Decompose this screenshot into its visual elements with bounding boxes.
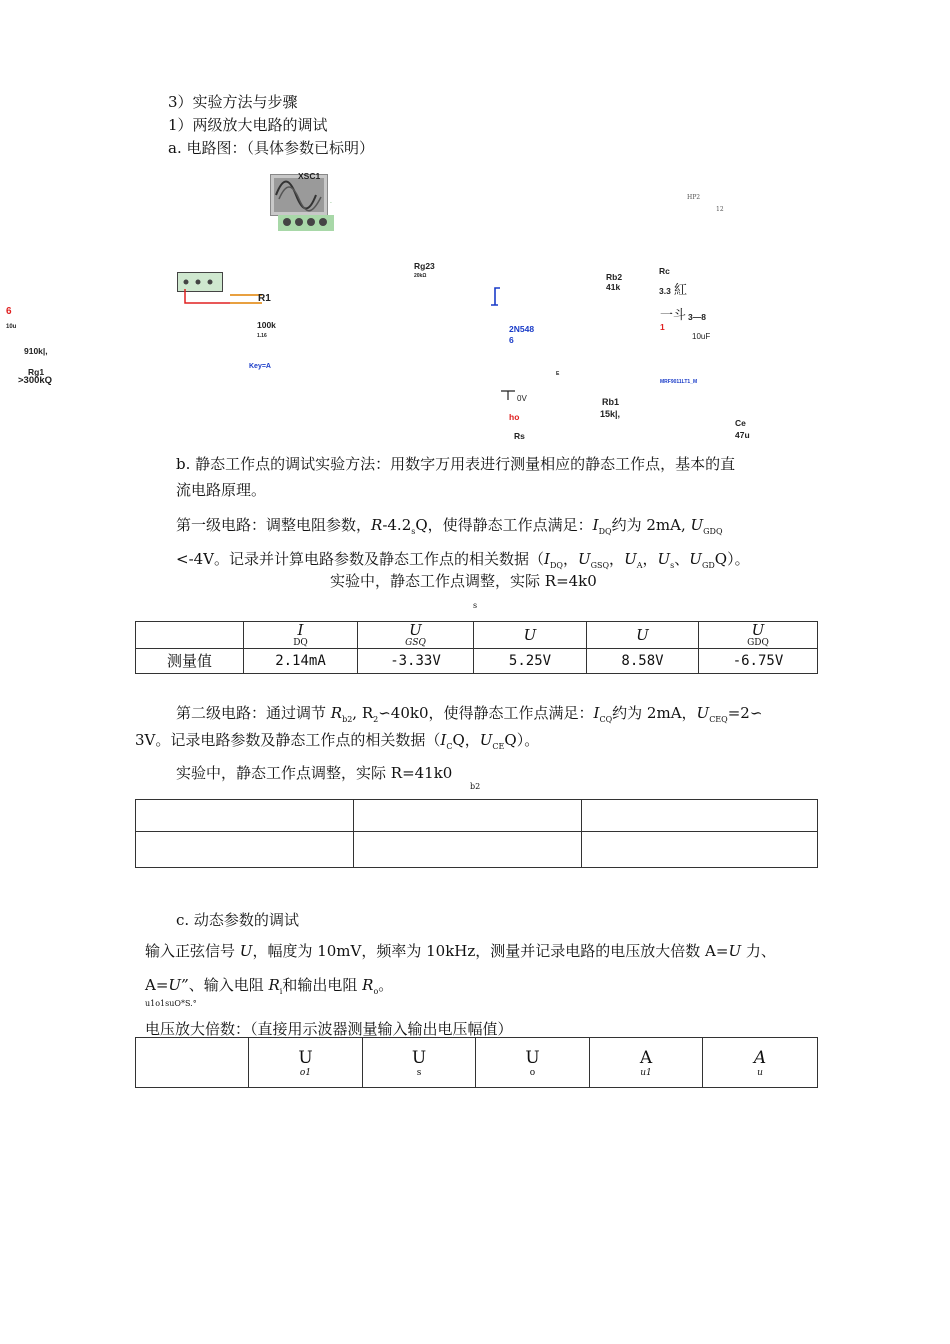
- header-cell-idq: I DQ: [244, 622, 358, 649]
- dyn-line1-end: 力、: [741, 942, 776, 960]
- red-one-label: 1: [660, 322, 665, 332]
- dyn-line2-end: 。: [378, 976, 394, 994]
- header-cell-au: A u: [703, 1038, 818, 1088]
- r1-value: 100k: [257, 320, 276, 330]
- record-start: <-4V。记录并计算电路参数及静态工作点的相关数据（: [176, 550, 545, 568]
- tiny-label-b: 12: [716, 206, 724, 213]
- stage1-pre: 第一级电路：调整电阻参数，: [176, 516, 372, 534]
- gain-table: [135, 1037, 818, 1088]
- stage2-u: U: [696, 704, 710, 722]
- header-cell-us: U s: [363, 1038, 476, 1088]
- stage2-i: I: [593, 704, 600, 722]
- circuit-diagram: [0, 165, 950, 445]
- table-row: [136, 832, 818, 868]
- static-table-stage2: [135, 799, 818, 868]
- steps-sub1: 1）两级放大电路的调试: [168, 116, 328, 134]
- stage2-line1: [176, 703, 762, 730]
- table-header-row: [136, 622, 818, 649]
- r910-label: 910k|,: [24, 346, 48, 356]
- capacitor-label: 10uF: [692, 332, 711, 341]
- rs-label: Rs: [514, 431, 525, 441]
- rec-u4: U: [689, 550, 702, 568]
- rc-num: 3—8: [688, 312, 706, 322]
- rec-u2: U: [624, 550, 637, 568]
- dyn-line2-r2: R: [362, 976, 374, 994]
- transistor-label-b: 6: [509, 335, 514, 345]
- e-label: E: [556, 371, 560, 377]
- value-idq: 2.14mA: [244, 649, 358, 674]
- rec-i: I: [544, 550, 550, 568]
- static-table-stage1: [135, 621, 818, 674]
- stage2-mid: , R: [352, 704, 374, 722]
- stage2-line2-start: 3V。记录电路参数及静态工作点的相关数据（: [135, 731, 441, 749]
- table-cell: [582, 800, 818, 832]
- stage2-end: =2∽: [727, 704, 763, 722]
- value-ugdq: -6.75V: [699, 649, 818, 674]
- transistor-label: 2N548: [509, 324, 535, 334]
- stage2-midsub: 2: [373, 715, 379, 724]
- dyn-line2-pre: A=: [145, 976, 169, 994]
- stage2-r: R: [330, 704, 343, 722]
- dyn-line2-r2sub: o: [373, 987, 379, 996]
- value-u-s: 8.58V: [587, 649, 699, 674]
- rb1-label: Rb1: [602, 397, 620, 407]
- stage2-u2sub: CE: [492, 742, 505, 751]
- rec-u2sub: A: [636, 561, 643, 570]
- table-header-row: [136, 1038, 818, 1088]
- static-method-line1: b. 静态工作点的调试实验方法：用数字万用表进行测量相应的静态工作点，基本的直: [176, 455, 736, 473]
- dyn-line2-mid: 、输入电阻: [188, 976, 269, 994]
- rec-u4sub: GD: [701, 561, 715, 570]
- header-cell-uo: U o: [476, 1038, 590, 1088]
- terminal-icon: [278, 215, 334, 231]
- rec-u1sub: GSQ: [590, 561, 610, 570]
- stage2-isub: CQ: [599, 715, 613, 724]
- steps-item-a: a. 电路图：（具体参数已标明）: [168, 139, 374, 157]
- stage1-post: Q，使得静态工作点满足：: [415, 516, 593, 534]
- stage2-i2sub: C: [446, 742, 453, 751]
- table-cell: [354, 800, 582, 832]
- dyn-line1-pre: 输入正弦信号: [145, 942, 240, 960]
- zero-volt-label: 0V: [517, 394, 527, 403]
- stage2-pre: 第二级电路：通过调节: [176, 704, 331, 722]
- r1-label: R1: [258, 293, 271, 304]
- rc-label: Rc: [659, 266, 670, 276]
- rec-isub: DQ: [549, 561, 563, 570]
- ce-label: Ce: [735, 418, 746, 428]
- header-cell-empty: [136, 1038, 249, 1088]
- ground-icon: [500, 389, 516, 401]
- actual-r-line2-sub: b2: [470, 782, 481, 791]
- stage2-line2-end: Q）。: [504, 731, 540, 749]
- actual-r-line1: 实验中，静态工作点调整，实际 R=4k0: [330, 572, 597, 590]
- tiny-label-a: HP2: [687, 194, 701, 201]
- transistor-icon: [490, 287, 504, 309]
- rec-sep3: ，: [642, 550, 658, 568]
- stage1-s: s: [411, 527, 416, 536]
- stage2-rsub: b2: [342, 715, 353, 724]
- dyn-line1-mid: ，幅度为 10mV，频率为 10kHz，测量并记录电路的电压放大倍数 A=: [252, 942, 729, 960]
- stage1-i: I: [592, 516, 599, 534]
- oscilloscope-terminals: [278, 215, 334, 231]
- header-cell-au1: A u1: [590, 1038, 703, 1088]
- header-cell-ugdq: U GDQ: [699, 622, 818, 649]
- stage2-i2: I: [440, 731, 447, 749]
- rec-end: Q）。: [714, 550, 750, 568]
- rg23-value: 20kΩ: [414, 273, 427, 279]
- key-label: Key=A: [249, 363, 271, 370]
- rg1-label: Rg1: [28, 367, 45, 377]
- stage2-mid2: ∽40k0，使得静态工作点满足：: [378, 704, 594, 722]
- value-u-a: 5.25V: [474, 649, 587, 674]
- red-six-sub: 10u: [6, 324, 17, 330]
- stage1-usub: GDQ: [703, 527, 723, 536]
- rec-sep4: 、: [674, 550, 690, 568]
- rc-glyph: 紅: [674, 283, 688, 298]
- rc-value: 3.3: [659, 286, 671, 296]
- rb1-value: 15k|,: [600, 409, 621, 419]
- header-cell-empty: [136, 622, 244, 649]
- rec-sep2: ，: [609, 550, 625, 568]
- stage1-isub: D: [598, 527, 606, 536]
- value-ugsq: -3.33V: [358, 649, 474, 674]
- rec-u3: U: [657, 550, 671, 568]
- table-cell: [582, 832, 818, 868]
- rg1-value: >300kQ: [18, 375, 53, 386]
- dynamic-heading: c. 动态参数的调试: [176, 911, 299, 929]
- dyn-line2-r1: R: [268, 976, 280, 994]
- dynamic-line1: [145, 941, 776, 961]
- header-cell-ugsq: U GSQ: [358, 622, 474, 649]
- sine-wave-icon: [271, 175, 327, 215]
- static-method-line2: 流电路原理。: [176, 481, 267, 499]
- rec-u1: U: [577, 550, 591, 568]
- stage1-u: U: [690, 516, 704, 534]
- stage2-line2: [135, 730, 539, 757]
- rg23-label: Rg23: [414, 261, 435, 271]
- stage1-r: R: [371, 516, 383, 534]
- rec-sep1: ，: [562, 550, 578, 568]
- actual-r-line2: 实验中，静态工作点调整，实际 R=41k0: [176, 764, 453, 782]
- dyn-line1-u: U: [239, 942, 253, 960]
- ce-value: 47u: [735, 430, 750, 440]
- row-label-measured: 测量值: [136, 649, 244, 674]
- dyn-line2-r1sub: i: [279, 987, 283, 996]
- r1-sub: 1.16: [257, 333, 267, 339]
- rb2-value: 41k: [606, 282, 621, 292]
- table-row: [136, 800, 818, 832]
- table-cell: [136, 832, 354, 868]
- header-cell-u: U: [474, 622, 587, 649]
- stage2-mid3: 约为 2mA，: [612, 704, 697, 722]
- dash-glyph: 一斗: [660, 308, 687, 323]
- oscilloscope-label: XSC1: [298, 171, 321, 181]
- dyn-line2-mid2: 和输出电阻: [282, 976, 363, 994]
- header-cell-u2: U: [587, 622, 699, 649]
- stage2-usub: CEQ: [709, 715, 728, 724]
- stage1-isub2: Q: [605, 527, 612, 536]
- stage2-u2: U: [479, 731, 493, 749]
- table-row: [136, 649, 818, 674]
- stage1-end: 约为 2mA,: [611, 516, 691, 534]
- dyn-line2-u: U”: [168, 976, 189, 994]
- actual-r-line1-sub: s: [473, 601, 478, 610]
- dynamic-line2: [145, 975, 393, 1002]
- stage2-line2-mid: Q，: [452, 731, 480, 749]
- table-cell: [354, 832, 582, 868]
- garbled-subscripts: u1o1suO*S.°: [145, 999, 197, 1008]
- stage1-mid: -4.2: [382, 516, 412, 534]
- rb2-label: Rb2: [606, 272, 623, 282]
- dyn-line1-u2: U: [728, 942, 742, 960]
- header-cell-uo1: U o1: [249, 1038, 363, 1088]
- voltage-gain-label: 电压放大倍数：（直接用示波器测量输入输出电压幅值）: [145, 1020, 513, 1038]
- red-six-label: 6: [6, 306, 12, 317]
- ho-label: ho: [509, 412, 520, 422]
- rec-u3sub: s: [670, 561, 675, 570]
- steps-heading: 3）实验方法与步骤: [168, 93, 298, 111]
- mosfet-label: MRF9011LT1_M: [660, 379, 698, 385]
- osc-dot: .: [330, 198, 332, 205]
- table-cell: [136, 800, 354, 832]
- stage1-paragraph: [176, 515, 723, 542]
